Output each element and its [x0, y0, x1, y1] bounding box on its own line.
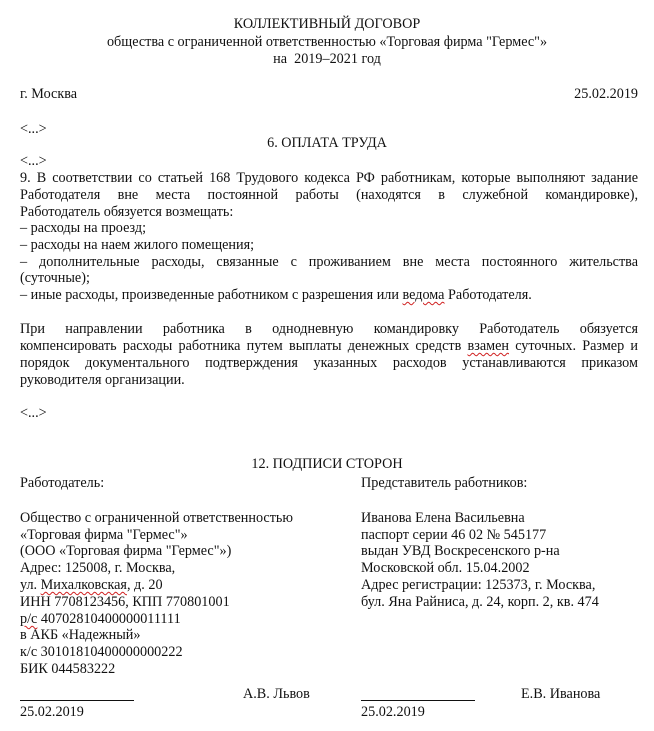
- employer-signer: А.В. Львов: [243, 686, 310, 702]
- spellcheck-word: ведома: [402, 287, 445, 303]
- section-6-title: 6. ОПЛАТА ТРУДА: [267, 135, 387, 151]
- document-title: КОЛЛЕКТИВНЫЙ ДОГОВОР: [233, 16, 421, 32]
- clause-9-line-2: Работодателя вне места постоянной работы (находятся в служебной командировке),: [20, 187, 638, 203]
- rep-registration: бул. Яна Райниса, д. 24, корп. 2, кв. 474: [361, 594, 599, 610]
- omission-marker: <...>: [20, 153, 47, 169]
- rep-issued: выдан УВД Воскресенского р-на: [361, 543, 560, 559]
- rep-registration: Адрес регистрации: 125373, г. Москва,: [361, 577, 596, 593]
- employer-sign-date: 25.02.2019: [20, 704, 84, 720]
- list-item: – дополнительные расходы, связанные с проживанием вне места постоянного жительства: [20, 254, 638, 270]
- employer-address: Адрес: 125008, г. Москва,: [20, 560, 176, 576]
- document-date: 25.02.2019: [574, 86, 638, 102]
- employer-heading: Работодатель:: [20, 475, 105, 491]
- rep-heading: Представитель работников:: [361, 475, 528, 491]
- rep-passport: паспорт серии 46 02 № 545177: [361, 527, 547, 543]
- employer-street: ул. Михалковская, д. 20: [20, 577, 163, 593]
- employer-account: р/с 40702810400000011111: [20, 611, 181, 627]
- employer-inn: ИНН 7708123456, КПП 770801001: [20, 594, 230, 610]
- paragraph-line: руководителя организации.: [20, 372, 185, 388]
- clause-9-line-3: Работодатель обязуется возмещать:: [20, 204, 234, 220]
- spellcheck-word: взамен: [467, 338, 509, 354]
- paragraph-line: При направлении работника в однодневную командировку Работодатель обязуется: [20, 321, 638, 337]
- employer-bik: БИК 044583222: [20, 661, 116, 677]
- employer-corr-account: к/с 30101810400000000222: [20, 644, 183, 660]
- paragraph-line: компенсировать расходы работника путем выплаты денежных средств взамен суточных. Размер и: [20, 338, 638, 354]
- employer-org: Общество с ограниченной ответственностью: [20, 510, 293, 526]
- rep-issued: Московской обл. 15.04.2002: [361, 560, 530, 576]
- employer-signature-line: [20, 700, 134, 701]
- list-item: – расходы на проезд;: [20, 220, 147, 236]
- rep-sign-date: 25.02.2019: [361, 704, 425, 720]
- paragraph-line: порядок документального подтверждения указанных расходов устанавливаются приказом: [20, 355, 638, 371]
- section-12-title: 12. ПОДПИСИ СТОРОН: [251, 456, 403, 472]
- list-item: – иные расходы, произведенные работником с разрешения или ведома Работодателя.: [20, 287, 532, 303]
- omission-marker: <...>: [20, 405, 47, 421]
- employer-org: «Торговая фирма "Гермес"»: [20, 527, 188, 543]
- clause-9-line-1: 9. В соответствии со статьей 168 Трудового кодекса РФ работникам, которые выполняют задание: [20, 170, 638, 186]
- city: г. Москва: [20, 86, 78, 102]
- employer-bank: в АКБ «Надежный»: [20, 627, 141, 643]
- rep-name: Иванова Елена Васильевна: [361, 510, 525, 526]
- agreement-period: на 2019–2021 год: [273, 51, 381, 67]
- spellcheck-word: Михалковская: [40, 577, 127, 593]
- employer-org-short: (ООО «Торговая фирма "Гермес"»): [20, 543, 232, 559]
- rep-signature-line: [361, 700, 475, 701]
- omission-marker: <...>: [20, 121, 47, 137]
- list-item: – расходы на наем жилого помещения;: [20, 237, 255, 253]
- list-item-continuation: (суточные);: [20, 270, 90, 286]
- spellcheck-word: р/с: [20, 611, 38, 627]
- rep-signer: Е.В. Иванова: [521, 686, 601, 702]
- organization-name: общества с ограниченной ответственностью «Торговая фирма "Гермес"»: [106, 34, 548, 50]
